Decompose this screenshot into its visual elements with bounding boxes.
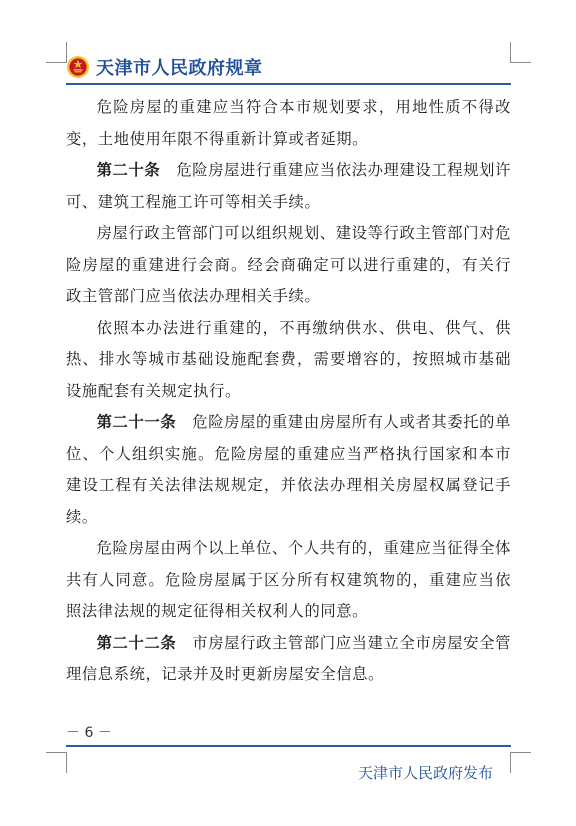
footer-publisher: 天津市人民政府发布 (358, 764, 494, 782)
header-divider (66, 83, 511, 85)
crop-mark-top-left (46, 42, 67, 63)
paragraph-text: 危险房屋由两个以上单位、个人共有的，重建应当征得全体共有人同意。危险房屋属于区分所有权建筑物的，重建应当依照法律法规的规定征得相关权利人的同意。 (66, 539, 511, 620)
crop-mark-top-right (510, 42, 531, 63)
crop-mark-bottom-right (510, 752, 531, 773)
header-title: 天津市人民政府规章 (96, 58, 263, 79)
article-number: 第二十二条 (96, 633, 177, 652)
paragraph (66, 407, 511, 533)
paragraph-text: 危险房屋进行重建应当依法办理建设工程规划许可、建筑工程施工许可等相关手续。 (66, 161, 511, 211)
page-header (66, 50, 263, 84)
paragraph-text: 危险房屋的重建应当符合本市规划要求，用地性质不得改变，土地使用年限不得重新计算或者延期。 (66, 98, 511, 148)
paragraph (66, 313, 511, 408)
document-body (66, 92, 511, 691)
page-number: － 6 － (66, 725, 112, 741)
crop-mark-bottom-left (46, 752, 67, 773)
article-number: 第二十一条 (96, 413, 177, 431)
paragraph (66, 155, 511, 218)
paragraph (66, 533, 511, 628)
national-emblem-icon (66, 55, 90, 79)
paragraph (66, 92, 511, 155)
paragraph-text: 房屋行政主管部门可以组织规划、建设等行政主管部门对危险房屋的重建进行会商。经会商确定可以进行重建的，有关行政主管部门应当依法办理相关手续。 (66, 224, 511, 305)
paragraph (66, 628, 511, 691)
article-number: 第二十条 (96, 161, 161, 179)
paragraph-text: 市房屋行政主管部门应当建立全市房屋安全管理信息系统，记录并及时更新房屋安全信息。 (66, 633, 511, 683)
footer-divider (66, 745, 511, 747)
paragraph-text: 依照本办法进行重建的，不再缴纳供水、供电、供气、供热、排水等城市基础设施配套费，需要增容的，按照城市基础设施配套有关规定执行。 (66, 318, 511, 400)
paragraph-text: 危险房屋的重建由房屋所有人或者其委托的单位、个人组织实施。危险房屋的重建应当严格执行国家和本市建设工程有关法律法规规定，并依法办理相关房屋权属登记手续。 (66, 413, 511, 526)
paragraph (66, 218, 511, 313)
